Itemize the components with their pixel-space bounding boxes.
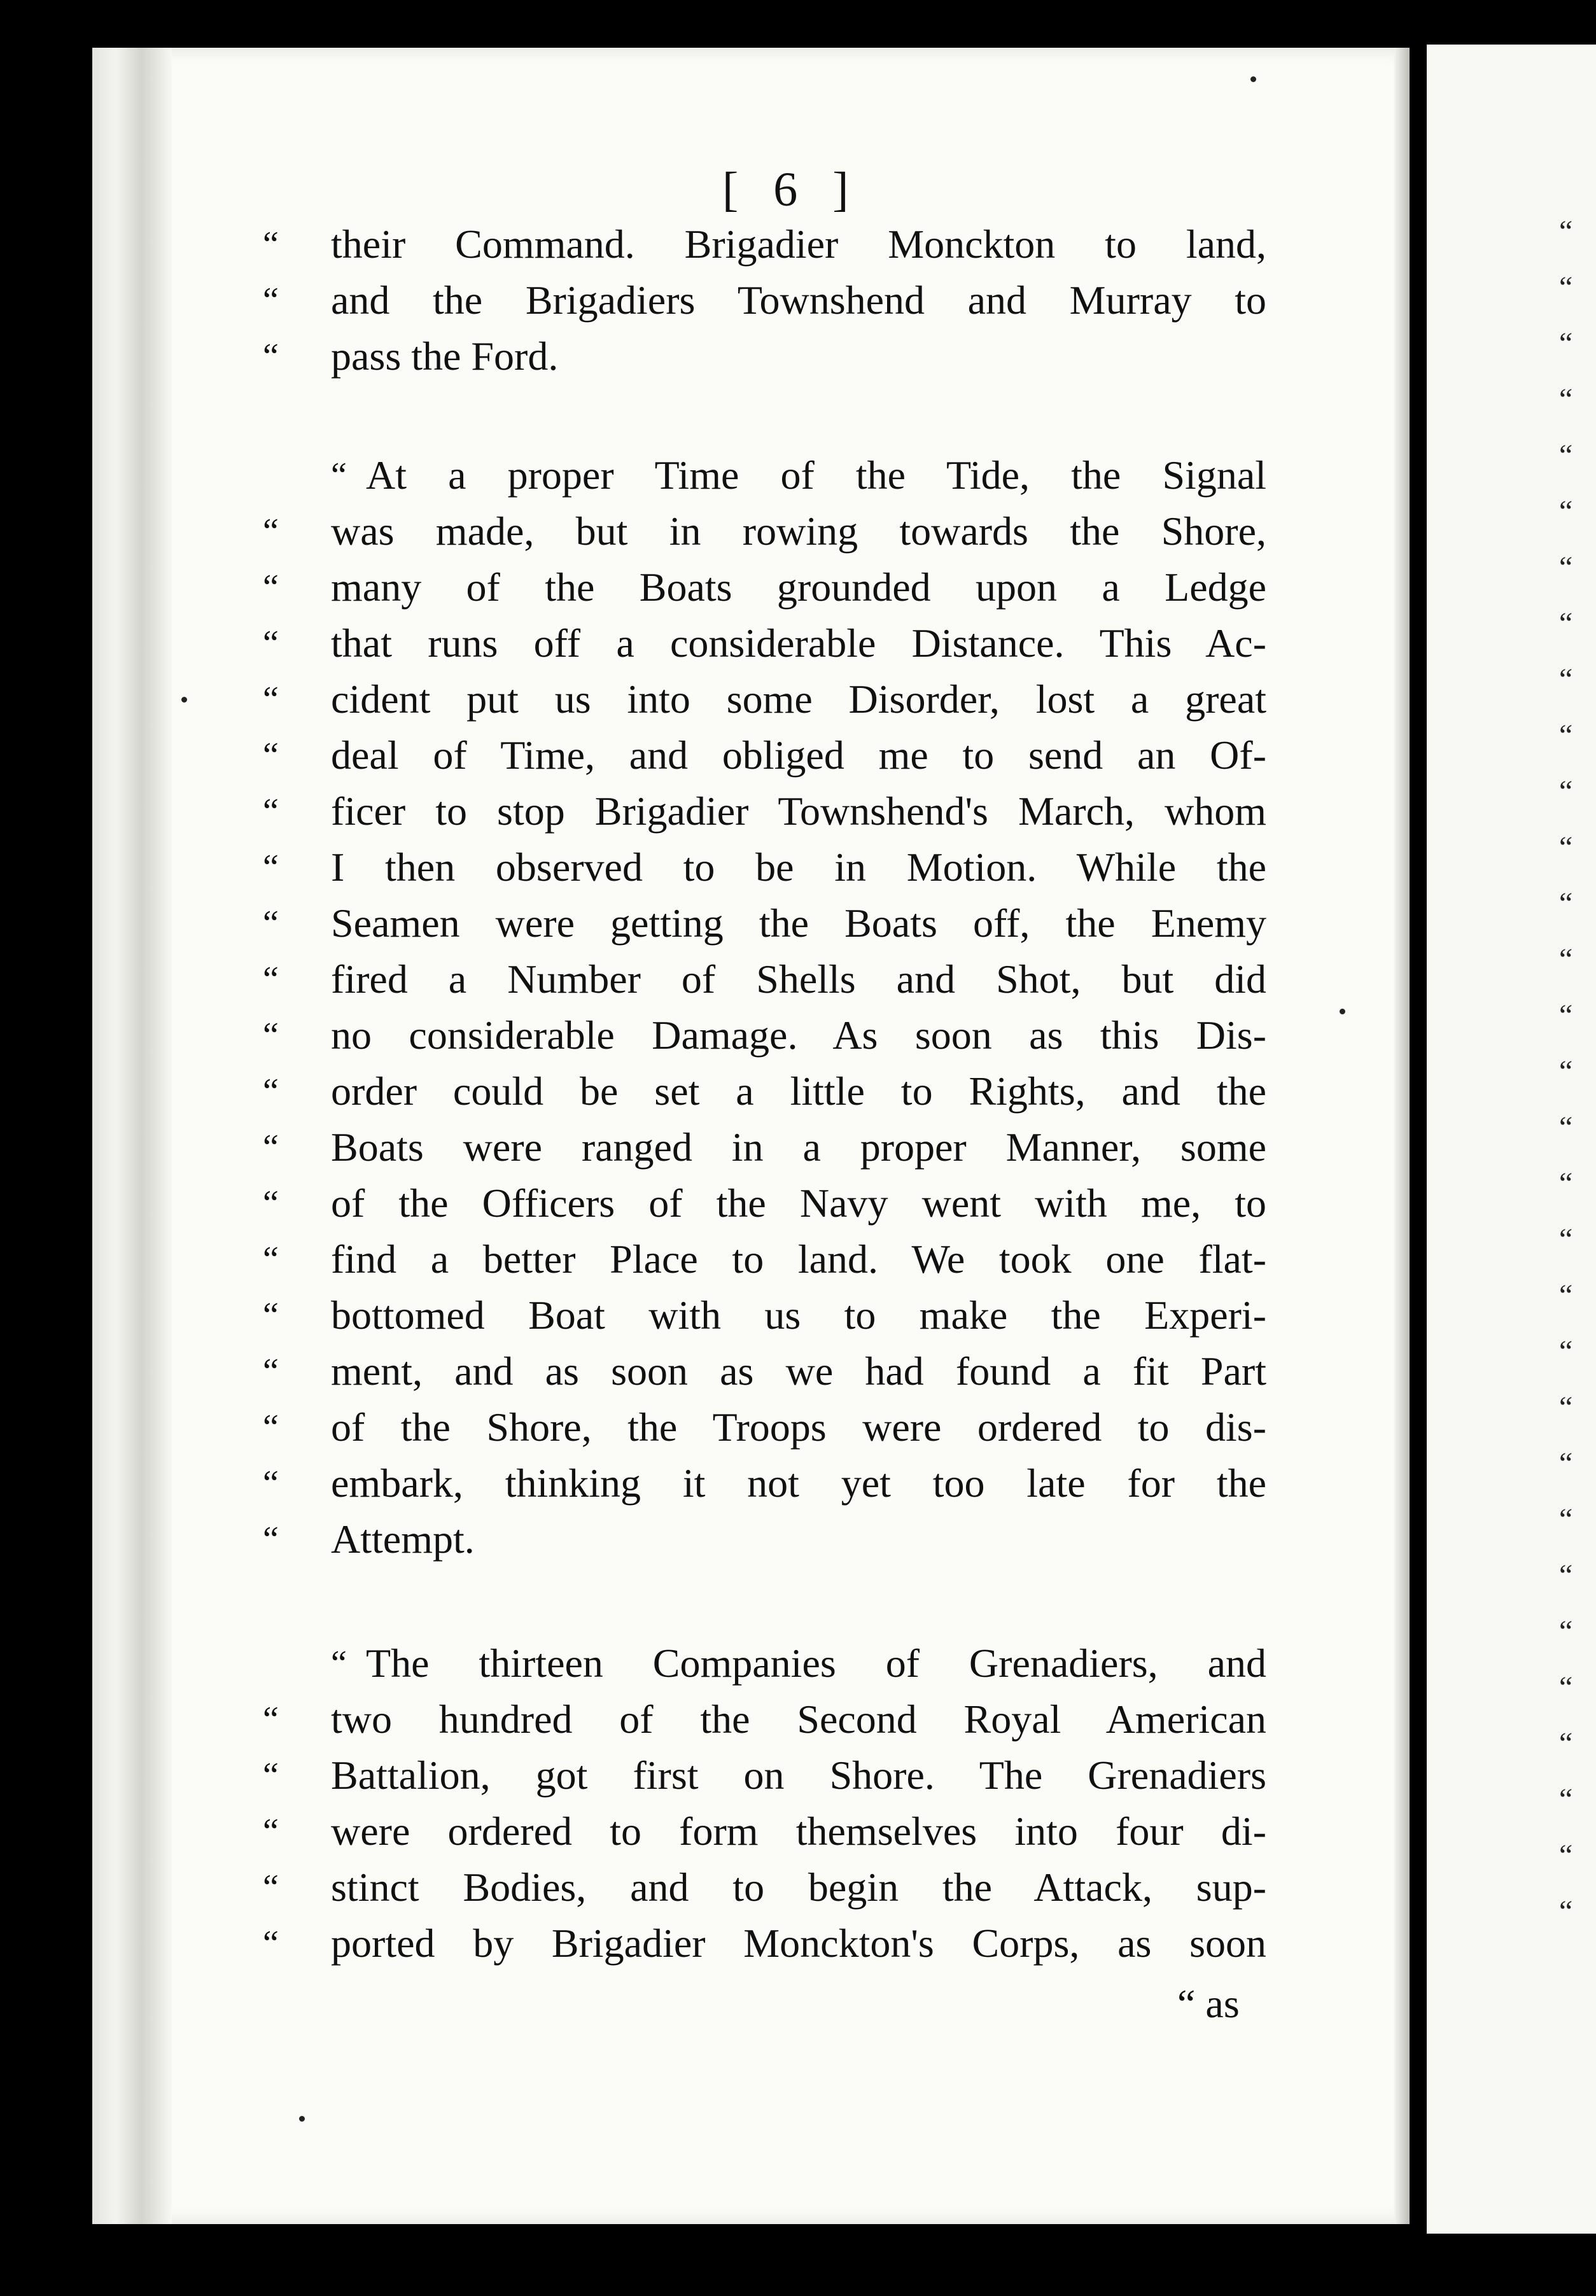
text-line-content: Boats were ranged in a proper Manner, some: [331, 1124, 1266, 1170]
quotation-mark: “: [263, 1296, 279, 1335]
text-line: [263, 1691, 1266, 1747]
text-line-content: of the Shore, the Troops were ordered to dis-: [331, 1404, 1266, 1450]
adjacent-page-quotation-mark: “: [1559, 382, 1573, 416]
page-binding-shadow: [92, 48, 172, 2224]
text-line-content: ficer to stop Brigadier Townshend's March, whom: [331, 788, 1266, 834]
quotation-mark: “: [263, 1016, 279, 1055]
text-line-content: was made, but in rowing towards the Shore,: [331, 508, 1266, 554]
text-line: [263, 1915, 1266, 1971]
adjacent-page-quotation-mark: “: [1559, 1614, 1573, 1648]
text-line: [263, 216, 1266, 272]
text-line-content: pass the Ford.: [331, 333, 559, 379]
paragraph-first-line: [331, 1635, 1266, 1691]
quotation-mark: “: [263, 1072, 279, 1111]
quotation-mark: “: [263, 1520, 279, 1559]
adjacent-page-quotation-mark: “: [1559, 1222, 1573, 1256]
adjacent-page-quotation-mark: “: [1559, 830, 1573, 864]
text-line: [263, 1287, 1266, 1343]
quotation-mark: “: [263, 736, 279, 775]
quotation-mark: “: [263, 1756, 279, 1795]
text-line-content: were ordered to form themselves into four di-: [331, 1809, 1266, 1854]
text-line-content: Battalion, got first on Shore. The Grenadiers: [331, 1753, 1266, 1798]
quotation-mark: “: [263, 568, 279, 607]
quotation-mark: “: [263, 1352, 279, 1391]
text-line-content: of the Officers of the Navy went with me, to: [331, 1180, 1266, 1226]
adjacent-page-quotation-mark: “: [1559, 494, 1573, 528]
text-line: [263, 503, 1266, 559]
text-line-content: no considerable Damage. As soon as this Dis-: [331, 1012, 1266, 1058]
quotation-mark: “: [263, 1464, 279, 1503]
adjacent-page-quotation-mark: “: [1559, 214, 1573, 248]
page-outer-edge: [1394, 48, 1410, 2224]
text-line: [263, 1399, 1266, 1455]
text-line-content: find a better Place to land. We took one flat-: [331, 1236, 1266, 1282]
text-line: [263, 615, 1266, 671]
adjacent-page-quotation-mark: “: [1559, 1334, 1573, 1368]
adjacent-page-quotation-mark: “: [1559, 1446, 1573, 1480]
text-line-content: that runs off a considerable Distance. This Ac-: [331, 620, 1266, 666]
text-line: [263, 559, 1266, 615]
adjacent-page-quotation-mark: “: [1559, 662, 1573, 696]
adjacent-page-quotation-mark: “: [1559, 1894, 1573, 1928]
quotation-mark: “: [263, 1924, 279, 1963]
ink-speck: [181, 697, 187, 703]
quotation-mark: “: [263, 624, 279, 663]
ink-speck: [1250, 76, 1256, 82]
text-line-content: fired a Number of Shells and Shot, but did: [331, 956, 1266, 1002]
quotation-mark: “: [263, 1812, 279, 1851]
adjacent-page-quotation-mark: “: [1559, 1054, 1573, 1088]
text-line-content: cident put us into some Disorder, lost a great: [331, 676, 1266, 722]
text-line-content: bottomed Boat with us to make the Experi-: [331, 1292, 1266, 1338]
text-line: [263, 1747, 1266, 1803]
text-line-content: stinct Bodies, and to begin the Attack, sup-: [331, 1865, 1266, 1910]
text-line-content: At a proper Time of the Tide, the Signal: [366, 452, 1266, 498]
text-line-content: embark, thinking it not yet too late for the: [331, 1460, 1266, 1506]
quotation-mark: “: [263, 1700, 279, 1739]
adjacent-page-quotation-mark: “: [1559, 1726, 1573, 1760]
quotation-mark: “: [263, 1408, 279, 1447]
text-line: [263, 1343, 1266, 1399]
text-line-content: Seamen were getting the Boats off, the Enemy: [331, 900, 1266, 946]
text-line: [263, 1119, 1266, 1175]
adjacent-page-quotation-mark: “: [1559, 1390, 1573, 1424]
text-line: [263, 1175, 1266, 1231]
text-line: [263, 1803, 1266, 1859]
paragraph-first-line: [331, 447, 1266, 503]
quotation-mark: “: [263, 225, 279, 264]
adjacent-page-quotation-mark: “: [1559, 942, 1573, 976]
text-line: [263, 1859, 1266, 1915]
text-line: [263, 895, 1266, 951]
quotation-mark: “: [263, 512, 279, 551]
adjacent-page-quotation-mark: “: [1559, 774, 1573, 808]
text-line-content: I then observed to be in Motion. While the: [331, 844, 1266, 890]
text-line: [263, 272, 1266, 328]
adjacent-page-quotation-mark: “: [1559, 550, 1573, 584]
text-line: [263, 1231, 1266, 1287]
quotation-mark: “: [263, 1128, 279, 1167]
quotation-mark: “: [263, 337, 279, 376]
adjacent-page-quotation-mark: “: [1559, 1502, 1573, 1536]
adjacent-page-quotation-mark: “: [1559, 606, 1573, 640]
text-line-content: two hundred of the Second Royal American: [331, 1697, 1266, 1742]
adjacent-page-quotation-mark: “: [1559, 718, 1573, 752]
quotation-mark: “: [263, 1868, 279, 1907]
ink-speck: [1340, 1009, 1345, 1014]
catchword: “ as: [1177, 1981, 1240, 2026]
adjacent-page-quotation-mark: “: [1559, 1838, 1573, 1872]
quotation-mark: “: [331, 1644, 347, 1683]
adjacent-page-quotation-mark: “: [1559, 438, 1573, 472]
text-line-content: order could be set a little to Rights, and the: [331, 1068, 1266, 1114]
adjacent-page-quotation-mark: “: [1559, 326, 1573, 360]
ink-speck: [299, 2116, 305, 2122]
text-line: [263, 839, 1266, 895]
text-line-content: deal of Time, and obliged me to send an Of-: [331, 732, 1266, 778]
quotation-mark: “: [263, 904, 279, 943]
text-line: [263, 1063, 1266, 1119]
text-line: [263, 783, 1266, 839]
page-number-header: [ 6 ]: [722, 163, 860, 216]
text-line-content: Attempt.: [331, 1516, 475, 1562]
quotation-mark: “: [263, 848, 279, 887]
text-line-content: many of the Boats grounded upon a Ledge: [331, 564, 1266, 610]
quotation-mark: “: [263, 792, 279, 831]
quotation-mark: “: [263, 960, 279, 999]
quotation-mark: “: [263, 680, 279, 719]
text-line-content: their Command. Brigadier Monckton to land,: [331, 221, 1266, 267]
text-line: [263, 1007, 1266, 1063]
quotation-mark: “: [331, 456, 347, 495]
text-line: [263, 1511, 1266, 1567]
adjacent-page-quotation-mark: “: [1559, 1278, 1573, 1312]
text-line-content: ported by Brigadier Monckton's Corps, as soon: [331, 1921, 1266, 1966]
adjacent-page-quotation-mark: “: [1559, 998, 1573, 1032]
text-line: [263, 1455, 1266, 1511]
adjacent-page-quotation-mark: “: [1559, 886, 1573, 920]
text-line: [263, 727, 1266, 783]
text-line-content: and the Brigadiers Townshend and Murray to: [331, 277, 1266, 323]
text-line: [263, 671, 1266, 727]
text-line-content: ment, and as soon as we had found a fit Part: [331, 1348, 1266, 1394]
quotation-mark: “: [263, 281, 279, 320]
quotation-mark: “: [263, 1184, 279, 1223]
adjacent-page-quotation-mark: “: [1559, 1166, 1573, 1200]
text-line-content: The thirteen Companies of Grenadiers, and: [366, 1641, 1266, 1686]
adjacent-page-quotation-mark: “: [1559, 1110, 1573, 1144]
adjacent-page-quotation-mark: “: [1559, 1558, 1573, 1592]
adjacent-page-quotation-mark: “: [1559, 1670, 1573, 1704]
adjacent-page-quotation-mark: “: [1559, 270, 1573, 304]
text-line: [263, 328, 1266, 384]
adjacent-page-quotation-mark: “: [1559, 1782, 1573, 1816]
text-line: [263, 951, 1266, 1007]
quotation-mark: “: [263, 1240, 279, 1279]
